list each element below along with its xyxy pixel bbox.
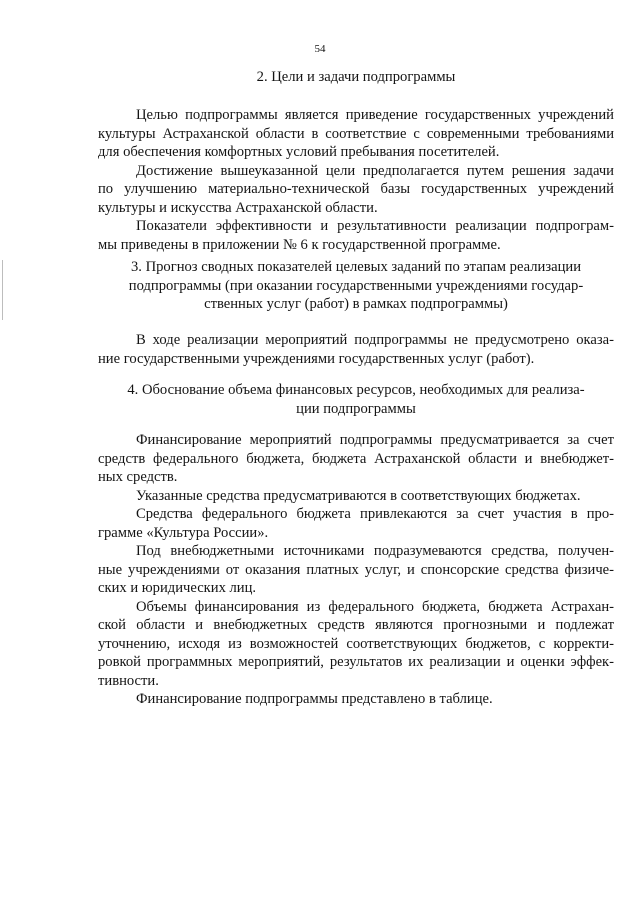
- text-line: ные учреждениями от оказания платных услуг, и спонсорские средства физиче-: [98, 561, 614, 578]
- text-line: по улучшению материально-технической базы государственных учреждений: [98, 181, 614, 197]
- section-4-heading: [98, 381, 614, 418]
- text-line: ние государственными учреждениями государственных услуг (работ).: [98, 350, 535, 367]
- text-line: уточнению, исходя из возможностей соответствующих бюджетов, с корректи-: [98, 635, 614, 652]
- text-line: ных средств.: [98, 469, 178, 485]
- heading-line: ственных услуг (работ) в рамках подпрограммы): [204, 296, 508, 312]
- page-number: 54: [314, 43, 326, 55]
- heading-line: подпрограммы (при оказании государственными учреждениями государ-: [128, 277, 584, 294]
- text-line: средств федерального бюджета, бюджета Астраханской области и внебюджет-: [98, 450, 614, 467]
- text-line: Средства федерального бюджета привлекаются за счет участия в про-: [136, 506, 614, 522]
- heading-line: 4. Обоснование объема финансовых ресурсов, необходимых для реализа-: [127, 382, 585, 398]
- text-line: культуры Астраханской области в соответствие с современными требованиями: [98, 125, 614, 142]
- text-line: Под внебюджетными источниками подразумеваются средства, получен-: [136, 543, 614, 559]
- text-line: Целью подпрограммы является приведение государственных учреждений: [136, 107, 614, 123]
- text-line: для обеспечения комфортных условий пребывания посетителей.: [98, 144, 500, 160]
- section-2-heading: [98, 68, 614, 87]
- text-line: мы приведены в приложении № 6 к государственной программе.: [98, 236, 501, 253]
- section-4-body: [98, 431, 614, 709]
- text-line: грамме «Культура России».: [98, 524, 269, 541]
- text-line: Финансирование мероприятий подпрограммы предусматривается за счет: [136, 432, 614, 448]
- text-line: Финансирование подпрограммы представлено в таблице.: [136, 691, 493, 707]
- scan-margin-mark: [2, 260, 3, 320]
- section-2-body: [98, 106, 614, 254]
- section-3-heading: [98, 258, 614, 314]
- text-line: Показатели эффективности и результативности реализации подпрограм-: [136, 218, 614, 234]
- text-line: тивности.: [98, 672, 159, 689]
- text-line: Достижение вышеуказанной цели предполагается путем решения задачи: [136, 162, 614, 179]
- section-3-body: [98, 331, 614, 368]
- text-line: В ходе реализации мероприятий подпрограммы не предусмотрено оказа-: [136, 332, 614, 348]
- text-line: культуры и искусства Астраханской области.: [98, 199, 378, 216]
- text-line: Указанные средства предусматриваются в соответствующих бюджетах.: [136, 487, 581, 504]
- heading-line: 2. Цели и задачи подпрограммы: [256, 69, 456, 85]
- text-line: ровкой программных мероприятий, результатов их реализации и оценки эффек-: [98, 654, 614, 670]
- text-line: Объемы финансирования из федерального бюджета, бюджета Астрахан-: [136, 598, 614, 615]
- text-line: ских и юридических лиц.: [98, 580, 257, 596]
- text-line: ской области и внебюджетных средств являются прогнозными и подлежат: [98, 617, 614, 633]
- heading-line: 3. Прогноз сводных показателей целевых заданий по этапам реализации: [130, 259, 582, 275]
- heading-line: ции подпрограммы: [296, 400, 416, 417]
